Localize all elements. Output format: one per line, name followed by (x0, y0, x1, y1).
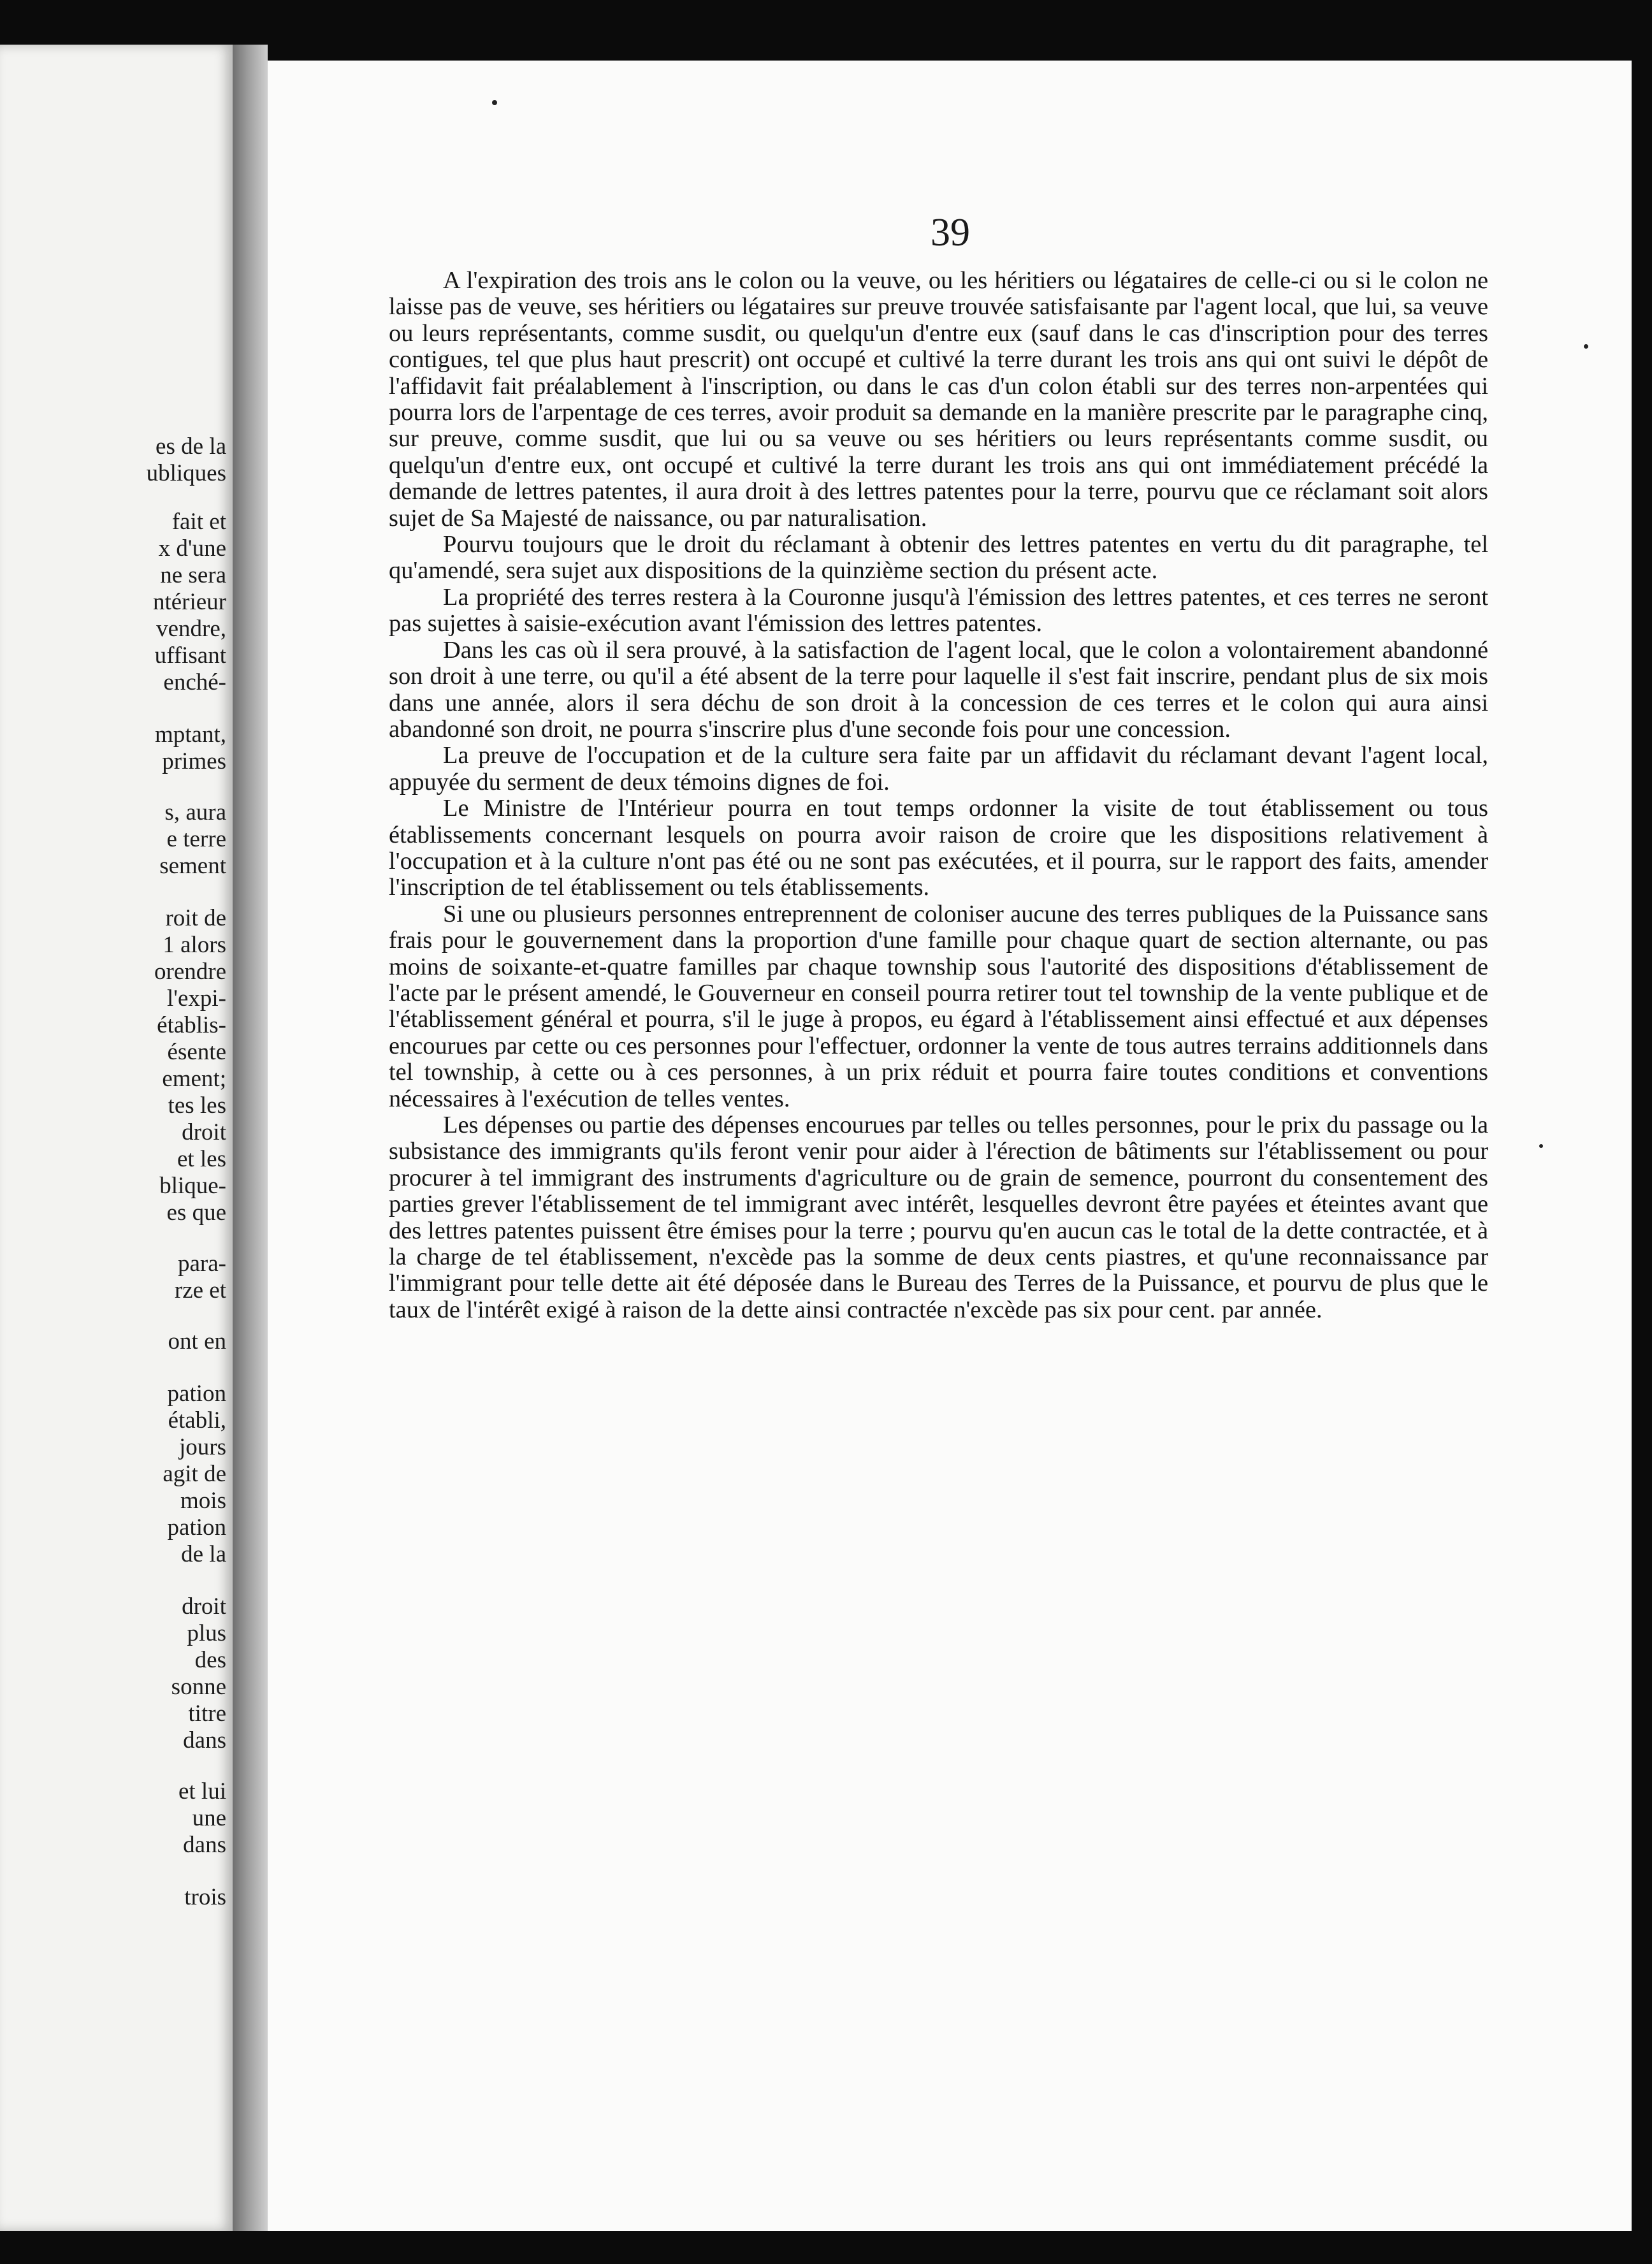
paragraph: La preuve de l'occupation et de la culture sera faite par un affidavit du réclamant devant l'agent local, appuyée du serment de deux témoins dignes de foi. (389, 742, 1488, 795)
paragraph: Le Ministre de l'Intérieur pourra en tout temps ordonner la visite de tout établissement ou tous établissements concernant lesquels on pourra avoir raison de croire que les dispositions relativement à l'occupation et à la culture n'ont pas été ou ne sont pas exécutées, et il pourra, sur le rapport des faits, amender l'inscription de tel établissement ou tels établissements. (389, 795, 1488, 901)
left-text-fragment: agit de (163, 1461, 226, 1487)
left-text-fragment: e terre (166, 826, 226, 852)
left-text-fragment: établi, (168, 1407, 226, 1433)
left-text-fragment: titre (188, 1701, 226, 1727)
left-text-fragment: s, aura (164, 799, 226, 825)
left-text-fragment: enché- (163, 669, 226, 695)
left-text-fragment: para- (178, 1251, 226, 1277)
left-text-fragment: pation (167, 1514, 226, 1541)
left-text-fragment: dans (183, 1727, 226, 1753)
left-text-fragment: blique- (159, 1173, 226, 1199)
left-text-fragment: vendre, (156, 616, 226, 642)
paragraph: La propriété des terres restera à la Couronne jusqu'à l'émission des lettres patentes, et ces terres ne seront pas sujettes à saisie-exécution avant l'émission des lettres patentes. (389, 583, 1488, 637)
left-text-fragment: es que (166, 1200, 226, 1226)
page-number: 39 (931, 211, 970, 254)
left-text-fragment: mptant, (154, 722, 226, 748)
left-text-fragment: ont en (168, 1328, 226, 1354)
left-text-fragment: plus (187, 1620, 226, 1646)
left-text-fragment: de la (181, 1541, 226, 1567)
ink-speck (1539, 1144, 1543, 1148)
left-text-fragment: x d'une (158, 535, 226, 562)
left-text-fragment: établis- (157, 1012, 226, 1038)
left-text-fragment: une (192, 1805, 226, 1831)
paragraph: Si une ou plusieurs personnes entreprennent de coloniser aucune des terres publiques de la Puissance sans frais pour le gouvernement dans la proportion d'une famille pour chaque quart de section alternante, ou pas moins de soixante-et-quatre familles par chaque township sous l'autorité des dispositions d'établissement de l'acte par le présent amendé, le Gouverneur en conseil pourra retirer tout tel township de la vente publique et de l'établissement général et pourra, s'il le juge à propos, eu égard à l'établissement ainsi effectué et aux dépenses encourues par cette ou ces personnes pour l'effectuer, ordonner la vente de tous autres terrains additionnels dans tel township, à cette ou à ces personnes, à un prix réduit et pourra faire toutes conditions et conventions nécessaires à l'exécution de telles ventes. (389, 900, 1488, 1112)
left-text-fragment: jours (179, 1434, 226, 1460)
paragraph: Les dépenses ou partie des dépenses encourues par telles ou telles personnes, pour le prix du passage ou la subsistance des immigrants qu'ils feront venir pour aider à l'érection de bâtiments sur l'établissement ou pour procurer à tel immigrant des instruments d'agriculture ou de grain de semence, pourront du consentement des parties grever l'établissement de tel immigrant avec intérêt, lesquelles devront être payées et éteintes avant que des lettres patentes puissent être émises pour la terre ; pourvu qu'en aucun cas le total de la dette contractée, et à la charge de tel établissement, n'excède pas la somme de deux cents piastres, et qu'une reconnaissance par l'immigrant pour telle dette ait été déposée dans le Bureau des Terres de la Puissance, et pourvu de plus que le taux de l'intérêt exigé à raison de la dette ainsi contractée n'excède pas six pour cent. par année. (389, 1112, 1488, 1323)
left-text-fragment: ntérieur (152, 589, 226, 615)
left-text-fragment: droit (182, 1119, 226, 1145)
left-text-fragment: roit de (165, 905, 226, 931)
left-text-fragment: et les (177, 1146, 226, 1172)
left-text-fragment: ement; (162, 1066, 226, 1092)
left-text-fragment: 1 alors (163, 932, 226, 958)
left-text-fragment: et lui (178, 1778, 226, 1804)
left-text-fragment: rze et (174, 1277, 226, 1303)
paragraph: Dans les cas où il sera prouvé, à la satisfaction de l'agent local, que le colon a volontairement abandonné son droit à une terre, ou qu'il a été absent de la terre pour laquelle il s'est fait inscrire, pendant plus de six mois dans une année, alors il sera déchu de son droit à la concession de ces terres et le colon qui aura ainsi abandonné son droit, ne pourra s'inscrire plus d'une seconde fois pour une concession. (389, 636, 1488, 743)
left-text-fragment: sement (159, 853, 226, 879)
left-text-fragment: fait et (171, 509, 226, 535)
left-text-fragment: tes les (168, 1092, 226, 1119)
left-text-fragment: sonne (171, 1674, 226, 1700)
left-text-fragment: primes (162, 748, 226, 774)
page-body (389, 268, 1488, 1323)
left-text-fragment: des (194, 1647, 226, 1673)
ink-speck (1584, 344, 1588, 349)
left-text-fragment: ne sera (160, 562, 226, 588)
paragraph: A l'expiration des trois ans le colon ou la veuve, ou les héritiers ou légataires de celle-ci ou si le colon ne laisse pas de veuve, ses héritiers ou légataires sur preuve trouvée satisfaisante par l'agent local, que lui, sa veuve ou leurs représentants, comme susdit, ou quelqu'un d'entre eux (sauf dans le cas d'inscription pour des terres contigues, tel que plus haut prescrit) ont occupé et cultivé la terre durant les trois ans qui ont suivi le dépôt de l'affidavit fait préalablement à l'inscription, ou dans le cas d'un colon établi sur des terres non-arpentées qui pourra lors de l'arpentage de ces terres, avoir produit sa demande en la manière prescrite par le paragraphe cinq, sur preuve, comme susdit, que lui ou sa veuve ou ses héritiers ou leurs représentants comme susdit, ou quelqu'un d'entre eux, ont occupé et cultivé la terre durant les trois ans qui ont immédiatement précédé la demande de lettres patentes, il aura droit à des lettres patentes pour la terre, pourvu que ce réclamant soit alors sujet de Sa Majesté de naissance, ou par naturalisation. (389, 267, 1488, 532)
left-text-fragment: trois (184, 1884, 226, 1910)
left-text-fragment: mois (180, 1488, 226, 1514)
ink-speck (492, 100, 497, 105)
left-facing-page (0, 45, 233, 2231)
book-gutter (233, 45, 268, 2231)
paragraph: Pourvu toujours que le droit du réclamant à obtenir des lettres patentes en vertu du dit paragraphe, tel qu'amendé, sera sujet aux dispositions de la quinzième section du présent acte. (389, 531, 1488, 584)
left-text-fragment: orendre (154, 959, 226, 985)
left-text-fragment: droit (182, 1593, 226, 1620)
left-text-fragment: l'expi- (167, 985, 226, 1012)
left-text-fragment: es de la (156, 433, 226, 460)
left-text-fragment: ésente (167, 1039, 226, 1065)
left-text-fragment: dans (183, 1832, 226, 1858)
left-text-fragment: uffisant (154, 642, 226, 669)
left-text-fragment: pation (167, 1381, 226, 1407)
left-text-fragment: ublіques (146, 460, 226, 486)
